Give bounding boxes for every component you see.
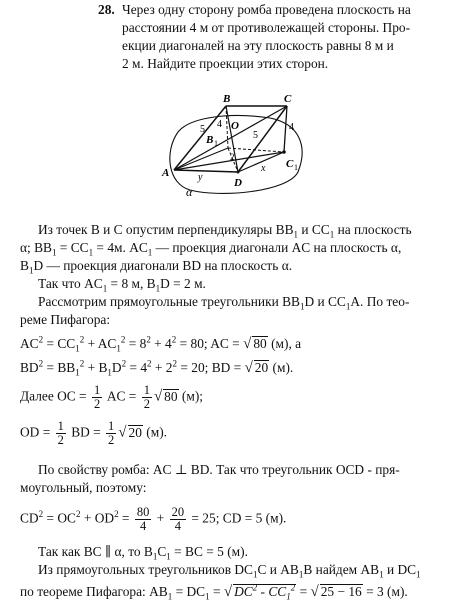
label-x: x [261, 163, 266, 174]
sol-line-6: реме Пифагора: [20, 312, 111, 327]
sol-line-10: Из прямоугольных треугольников $DC_1C$ и $AB_1B$ найдем $AB_1$ и $DC_1$ [38, 562, 421, 580]
label-y: y [198, 172, 203, 183]
sol-line-4: Так что $AC_1 = 8$ м, $B_1D = 2$ м. [38, 276, 206, 294]
sol-line-7: По свойству ромба: AC ⊥ BD. Так что треугольник OCD - пря- [38, 462, 400, 477]
problem-line-2: расстоянии 4 м от противолежащей стороны. Про- [122, 20, 411, 35]
label-a: A [162, 167, 170, 179]
label-o: O [231, 120, 239, 132]
label-c1: C [286, 158, 294, 170]
sol-line-5: Рассмотрим прямоугольные треугольники $BB_1D$ и $CC_1A$. По тео- [38, 294, 410, 312]
label-d: D [234, 177, 242, 189]
label-b: B [223, 93, 231, 105]
point-d [237, 171, 240, 174]
edge-ab [174, 106, 226, 170]
label-height-4-left: 4 [217, 119, 222, 130]
label-alpha: α [186, 185, 193, 199]
equation-cd-squared: $CD^2 = OC^2 + OD^2$ = $\frac{80}{4}$ + $\frac{20}{4}$ = 25; CD = 5 (м). [20, 505, 287, 533]
perp-cc1 [284, 106, 287, 152]
problem-line-3: екции диагоналей на эту плоскость равны 8 м и [122, 38, 394, 53]
problem-line-1: Через одну сторону ромба проведена плоскость на [122, 2, 411, 17]
sol-line-8: моугольный, поэтому: [20, 480, 147, 495]
edge-ad [174, 170, 238, 172]
label-c1-sub: 1 [294, 163, 298, 172]
label-side-5-left: 5 [200, 124, 205, 135]
sol-line-1: Из точек B и C опустим перпендикуляры $BB_1$ и $CC_1$ на плоскость [38, 222, 412, 240]
sol-line-2: α; $BB_1 = CC_1 = 4м$. $AC_1$ — проекция диагонали AC на плоскость α, [20, 240, 402, 258]
label-height-4-right: 4 [289, 122, 294, 133]
sol-line-9: Так как BC ∥ α, то $B_1C_1$ = BC = 5 (м). [38, 544, 248, 562]
equation-od: OD = $\frac{1}{2}$ BD = $\frac{1}{2}$ √ 20 (м). [20, 419, 168, 447]
rhombus-figure [160, 92, 310, 202]
equation-ac-squared: $AC^2 = CC_1^2 + AC_1^2 = 8^2 + 4^2 = 80$; AC = √ 80 (м), а [20, 334, 302, 354]
equation-ab1: по теореме Пифагора: $AB_1 = DC_1$ = √ $DC^2 - CC_1^2$ = √ 25 − 16 = 3 (м). [20, 582, 408, 602]
label-side-5-right: 5 [253, 130, 258, 141]
label-b1: B [206, 134, 214, 146]
equation-oc: Далее OC = $\frac{1}{2}$ AC = $\frac{1}{2}$ √ 80 (м); [20, 383, 204, 411]
problem-number: 28. [98, 2, 115, 17]
equation-bd-squared: $BD^2 = BB_1^2 + B_1D^2 = 4^2 + 2^2 = 20$; BD = √ 20 (м). [20, 358, 294, 378]
label-c: C [284, 93, 292, 105]
point-c1 [282, 150, 286, 154]
sol-line-3: $B_1D$ — проекция диагонали BD на плоскость α. [20, 258, 293, 276]
label-2: 2 [230, 152, 235, 162]
label-b1-sub: 1 [214, 139, 218, 148]
problem-line-4: 2 м. Найдите проекции этих сторон. [122, 56, 329, 71]
